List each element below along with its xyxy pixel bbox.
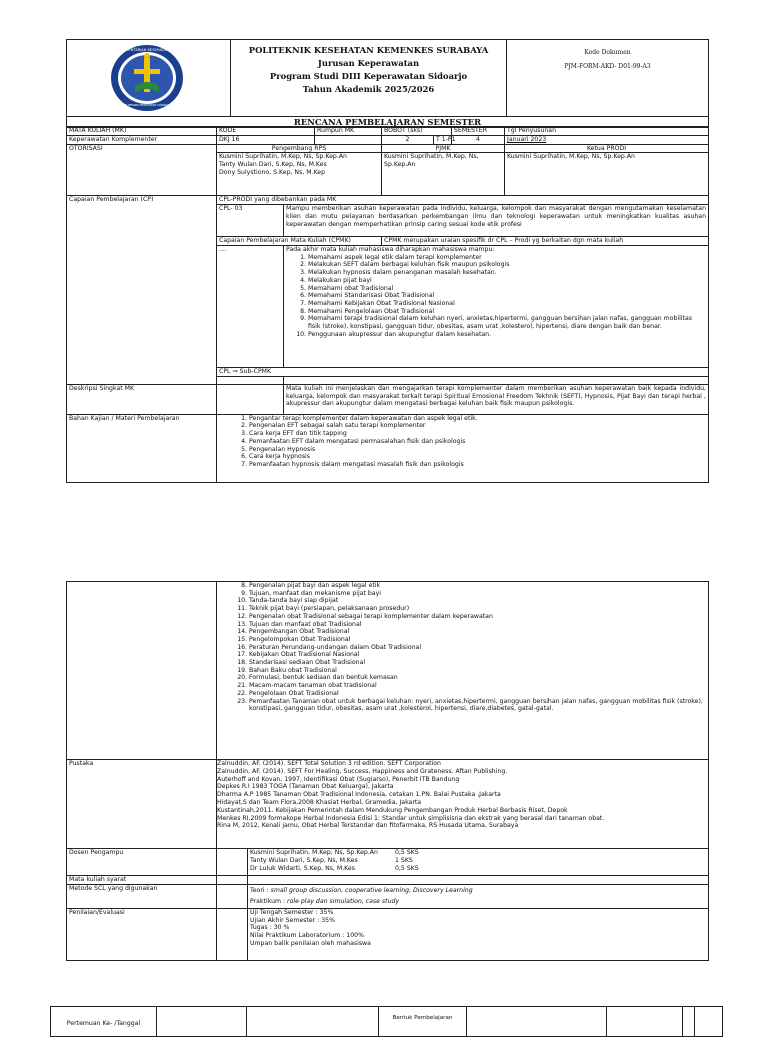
rps-table-page2 (66, 581, 709, 961)
reference-item: Zainuddin, AF. (2014). SEFT For Healing, Success, Happiness and Grateness. Aftan Publishing. (217, 767, 508, 775)
reference-item: Dharma A.P 1985 Tanaman Obat Tradisional Indonesia, cetakan 1.PN. Balai Pustaka ,Jakarta (217, 791, 501, 799)
list-item: 6. Memahami Standarisasi Obat Tradisional (308, 292, 706, 300)
list-item: 13. Tujuan dan manfaat obat Tradisional (249, 621, 706, 629)
cpmk-list (286, 254, 706, 339)
label-pjmk: PJMK (382, 144, 505, 153)
list-item: 7. Memahami Kebijakan Obat Tradisional Nasional (308, 300, 706, 308)
list-item: 11. Teknik pijat bayi (persiapan, pelaksanaan prosedur) (249, 605, 706, 613)
label-dosen: Dosen Pengampu (67, 849, 217, 876)
rps-table-page1 (66, 126, 709, 483)
list-item: 15. Pengelompokan Obat Tradisional (249, 636, 706, 644)
label-sub-cpmk: CPL ⇒ Sub-CPMK (217, 367, 709, 376)
pustaka-content (217, 760, 709, 849)
label-metode: Metode SCL yang digunakan (67, 884, 217, 908)
reference-item: Zainuddin, AF. (2014). SEFT Total Solution 3 rd edition. SEFT Corporation (217, 760, 441, 767)
value-tgl: Januari 2023 (505, 135, 709, 144)
doc-code: PJM-FORM-AKD- D01-99-A3 (564, 63, 651, 70)
list-item: 10. Tanda-tanda bayi siap dipijat (249, 597, 706, 605)
label-ketua-prodi: Ketua PRODI (505, 144, 709, 153)
label-syarat: Mata kuliah syarat (67, 876, 217, 885)
list-item: 5. Pengenalan Hypnosis (249, 446, 706, 454)
label-mk: MATA KULIAH (MK) (67, 127, 217, 136)
metode-praktikum: role play dan simulation, case study (287, 897, 400, 905)
label-semester: SEMESTER (452, 127, 505, 136)
list-item: 9. Memahami terapi tradisional dalam keluhan nyeri, anxietas,hipertermi, gangguan bersihan jalan nafas, gangguan mobilitas fisik (stroke), konstipasi, gangguan tidur, obesitas, asam urat ,kolesterol, hipertensi, diare dengan baik dan benar. (308, 315, 706, 330)
list-item: 1. Memahami aspek legal etik dalam terapi komplementer (308, 254, 706, 262)
cpl-code: CPL- 03 (217, 205, 284, 237)
bahan-list-2 (219, 582, 706, 713)
reference-item: Kustantinah,2011. Kebijakan Pemerintah dalam Mendukung Pengembangan Produk Herbal Berbasis Riset, Depok (217, 806, 568, 814)
cpmk-code: .... (217, 245, 284, 367)
penilaian-content: Uji Tengah Semester : 35% Ujian Akhir Semester : 35% Tugas : 30 % Nilai Praktikum Laboratorium : 100% Umpan balik penilaian oleh mahasiswa (248, 908, 709, 960)
list-item: 20. Formulasi, bentuk sediaan dan bentuk kemasan (249, 674, 706, 682)
reference-item: Auterhoff and Kovan, 1997, Identifikasi Obat (Sugiarso), Penerbit ITB Bandung (217, 775, 460, 783)
logo-cell (67, 40, 231, 117)
document-title: RENCANA PEMBELAJARAN SEMESTER (67, 117, 709, 128)
label-tgl: Tgl Penyusunan (505, 127, 709, 136)
list-item: 3. Melakukan hypnosis dalam penanganan masalah kesehatan. (308, 269, 706, 277)
col-bentuk: Bentuk Pembelajaran (379, 1007, 467, 1037)
list-item: 3. Cara kerja EFT dan titik tapping (249, 430, 706, 438)
reference-item: Hidayat,S dan Team Flora,2008 Khasiat Herbal, Gramedia, Jakarta (217, 798, 422, 806)
pjmk-name: Kusmini Suprihatin, M.Kep, Ns, Sp.Kep.An (382, 153, 505, 196)
syarat-value (248, 876, 709, 885)
list-item: 12. Pengenalan obat Tradisional sebagai terapi komplementer dalam keperawatan (249, 613, 706, 621)
label-penilaian: Penilaian/Evaluasi (67, 908, 217, 960)
lecturer-row: Kusmini Suprihatin, M.Kep, Ns, Sp.Kep.An 0,5 SKS (250, 849, 419, 856)
list-item: 10. Penggunaan akupressur dan akupungtur dalam kesehatan. (308, 331, 706, 339)
institution-header (231, 40, 507, 117)
reference-item: Depkes R.I 1983 TOGA (Tanaman Obat Keluarga), Jakarta (217, 783, 394, 791)
label-deskripsi: Deskripsi Singkat MK (67, 384, 217, 414)
rps-developers: Kusmini Suprihatin, M.Kep, Ns, Sp.Kep.An Tanty Wulan Dari, S.Kep, Ns, M.Kes Dony Sulystiono, S.Kep, Ns, M.Kep (217, 153, 382, 196)
ketua-name: Kusmini Suprihatin, M.Kep, Ns, Sp.Kep.An (505, 153, 709, 196)
bahan-list-1 (219, 415, 706, 469)
bahan-kajian-content-cont (217, 582, 709, 760)
metode-content: Teori : small group discussion, cooperative learning, Discovery Learning Praktikum : role play dan simulation, case study (248, 884, 709, 908)
list-item: 14. Pengembangan Obat Tradisional (249, 628, 706, 636)
list-item: 23. Pemanfaatan Tanaman obat untuk berbagai keluhan: nyeri, anxietas,hipertermi, gangguan bersihan jalan nafas, gangguan mobilitas fisik (stroke), konstipasi, gangguan tidur, obesitas, asam urat ,kolesterol, hipertensi, diare,diabetes, gatal-gatal. (249, 698, 706, 713)
institution-logo (105, 42, 189, 114)
value-kode: DKJ 16 (217, 135, 315, 144)
label-bahan-kajian: Bahan Kajian / Materi Pembelajaran (67, 414, 217, 482)
value-bobot: 2 (382, 135, 434, 144)
col-pertemuan: Pertemuan Ke- /Tanggal (51, 1007, 157, 1037)
doc-code-label: Kode Dokumen (584, 49, 631, 56)
list-item: 5. Memahami obat Tradisional (308, 285, 706, 293)
list-item: 2. Melakukan SEFT dalam berbagai keluhan fisik maupun psikologis (308, 261, 706, 269)
doc-code-cell (507, 40, 709, 117)
label-pustaka: Pustaka (67, 760, 217, 849)
list-item: 4. Pemanfaatan EFT dalam mengatasi permasalahan fisik dan psikologis (249, 438, 706, 446)
list-item: 4. Melakukan pijat bayi (308, 277, 706, 285)
reference-item: Rina M, 2012, Kenali jamu, Obat Herbal Terstandar dan fitofarmaka, RS Husada Utama, Surabaya (217, 822, 519, 830)
list-item: 7. Pemanfaatan hypnosis dalam mengatasi masalah fisik dan psikologis (249, 461, 706, 469)
list-item: 9. Tujuan, manfaat dan mekanisme pijat bayi (249, 590, 706, 598)
cpmk-content: Pada akhir mata kuliah mahasiswa diharapkan mahasiswa mampu: 1. Memahami aspek legal etik dalam terapi komplementer 2. Melakukan SEFT dalam berbagai keluhan fisik maupun psikologis 3. Melakukan hypnosis dalam penanganan masalah kesehatan. 4. Melakukan pijat bayi 5. Memahami obat Tradisional 6. Memahami Standarisasi Obat Tradisional 7. Memahami Kebijakan Obat Tradisional Nasional 8. Memahami Pengelolaan Obat Tradisional 9. Memahami terapi tradisional dalam keluhan nyeri, anxietas,hipertermi, gangguan bersihan jalan nafas, gangguan mobilitas fisik (stroke), konstipasi, gangguan tidur, obesitas, asam urat ,kolesterol, hipertensi, diare dengan baik dan benar. 10. Penggunaan akupressur dan akupungtur dalam kesehatan. (284, 245, 709, 367)
cpmk-note: CPMK merupakan uraian spesifik dr CPL – Prodi yg berkaitan dgn mata kuliah (382, 237, 709, 246)
svg-text:KEMENTERIAN KESEHATAN RI: KEMENTERIAN KESEHATAN RI (120, 48, 174, 52)
list-item: 6. Cara kerja hypnosis (249, 453, 706, 461)
deskripsi-text: Mata kuliah ini menjelaskan dan mengajarkan terapi komplementer dalam memberikan asuhan keperawatan baik kepada individu, keluarga, kelompok dan masyarakat terkait terapi Spiritual Emosional Freedom Tekhnik (SEFT), Hypnosis, Pijat Bayi dan terapi herbal , akupressur dan akupungtur dalam mengatasi berbagai keluhan baik fisik maupun psikologis. (284, 384, 709, 414)
list-item: 17. Kebijakan Obat Tradisional Nasional (249, 651, 706, 659)
label-pengembang-rps: Pengembang RPS (217, 144, 382, 153)
list-item: 21. Macam-macam tanaman obat tradisional (249, 682, 706, 690)
list-item: 18. Standarisasi sediaan Obat Tradisional (249, 659, 706, 667)
header-table (66, 39, 709, 128)
list-item: 8. Pengenalan pijat bayi dan aspek legal etik (249, 582, 706, 590)
label-cpmk: Capaian Pembelajaran Mata Kuliah (CPMK) (217, 237, 382, 246)
department-name: Jurusan Keperawatan (317, 58, 420, 68)
value-mk: Keperawatan Komplementer (67, 135, 217, 144)
label-otorisasi: OTORISASI (67, 144, 217, 196)
weekly-plan-table (50, 1006, 723, 1037)
label-cp: Capaian Pembelajaran (CP) (67, 196, 217, 384)
label-bobot: BOBOT (sks) (382, 127, 452, 136)
list-item: 19. Bahan Baku obat Tradisional (249, 667, 706, 675)
list-item: 22. Pengelolaan Obat Tradisional (249, 690, 706, 698)
reference-item: Menkes RI,2009 formakope Herbal Indonesia Edisi 1: Standar untuk simplisisna dan ekstrak yang berasal dari tanaman obat. (217, 814, 605, 822)
value-bobot-detail: T 1-P1 (434, 135, 452, 144)
bahan-kajian-content (217, 414, 709, 482)
list-item: 8. Memahami Pengelolaan Obat Tradisional (308, 308, 706, 316)
label-rumpun: Rumpun MK (315, 127, 382, 136)
list-item: 2. Pengenalan EFT sebagai salah satu terapi komplementer (249, 422, 706, 430)
list-item: 16. Peraturan Perundang-undangan dalam Obat Tradisional (249, 644, 706, 652)
list-item: 1. Pengantar terapi komplementer dalam keperawatan dan aspek legal etik. (249, 415, 706, 423)
value-semester: 4 (452, 135, 505, 144)
program-name: Program Studi DIII Keperawatan Sidoarjo (269, 71, 468, 81)
label-kode: KODE (217, 127, 315, 136)
metode-teori: small group discussion, cooperative learning, Discovery Learning (270, 886, 473, 894)
value-rumpun (315, 135, 382, 144)
academic-year: Tahun Akademik 2025/2026 (302, 84, 435, 94)
dosen-content (248, 849, 709, 876)
label-cpl-prodi: CPL-PRODI yang dibebankan pada MK (217, 196, 709, 205)
institution-name: POLITEKNIK KESEHATAN KEMENKES SURABAYA (248, 45, 489, 55)
svg-text:POLITEKNIK KESEHATAN SURABAYA: POLITEKNIK KESEHATAN SURABAYA (122, 103, 172, 107)
lecturer-row: Dr Luluk Widarti, S.Kep, Ns, M.Kes 0,5 SKS (250, 864, 419, 872)
cpl-text: Mampu memberikan asuhan keperawatan pada individu, keluarga, kelompok dan masyarakat dengan mengutamakan keselamatan klien dan mutu pelayanan berdasarkan perkembangan ilmu dan teknologi keperawatan untuk meningkatkan kualitas asuhan keperawatan dengan memperhatikan prinsip caring sesuai kode etik profesi (284, 205, 709, 237)
lecturer-row: Tanty Wulan Dari, S.Kep, Ns, M.Kes 1 SKS (250, 856, 413, 864)
